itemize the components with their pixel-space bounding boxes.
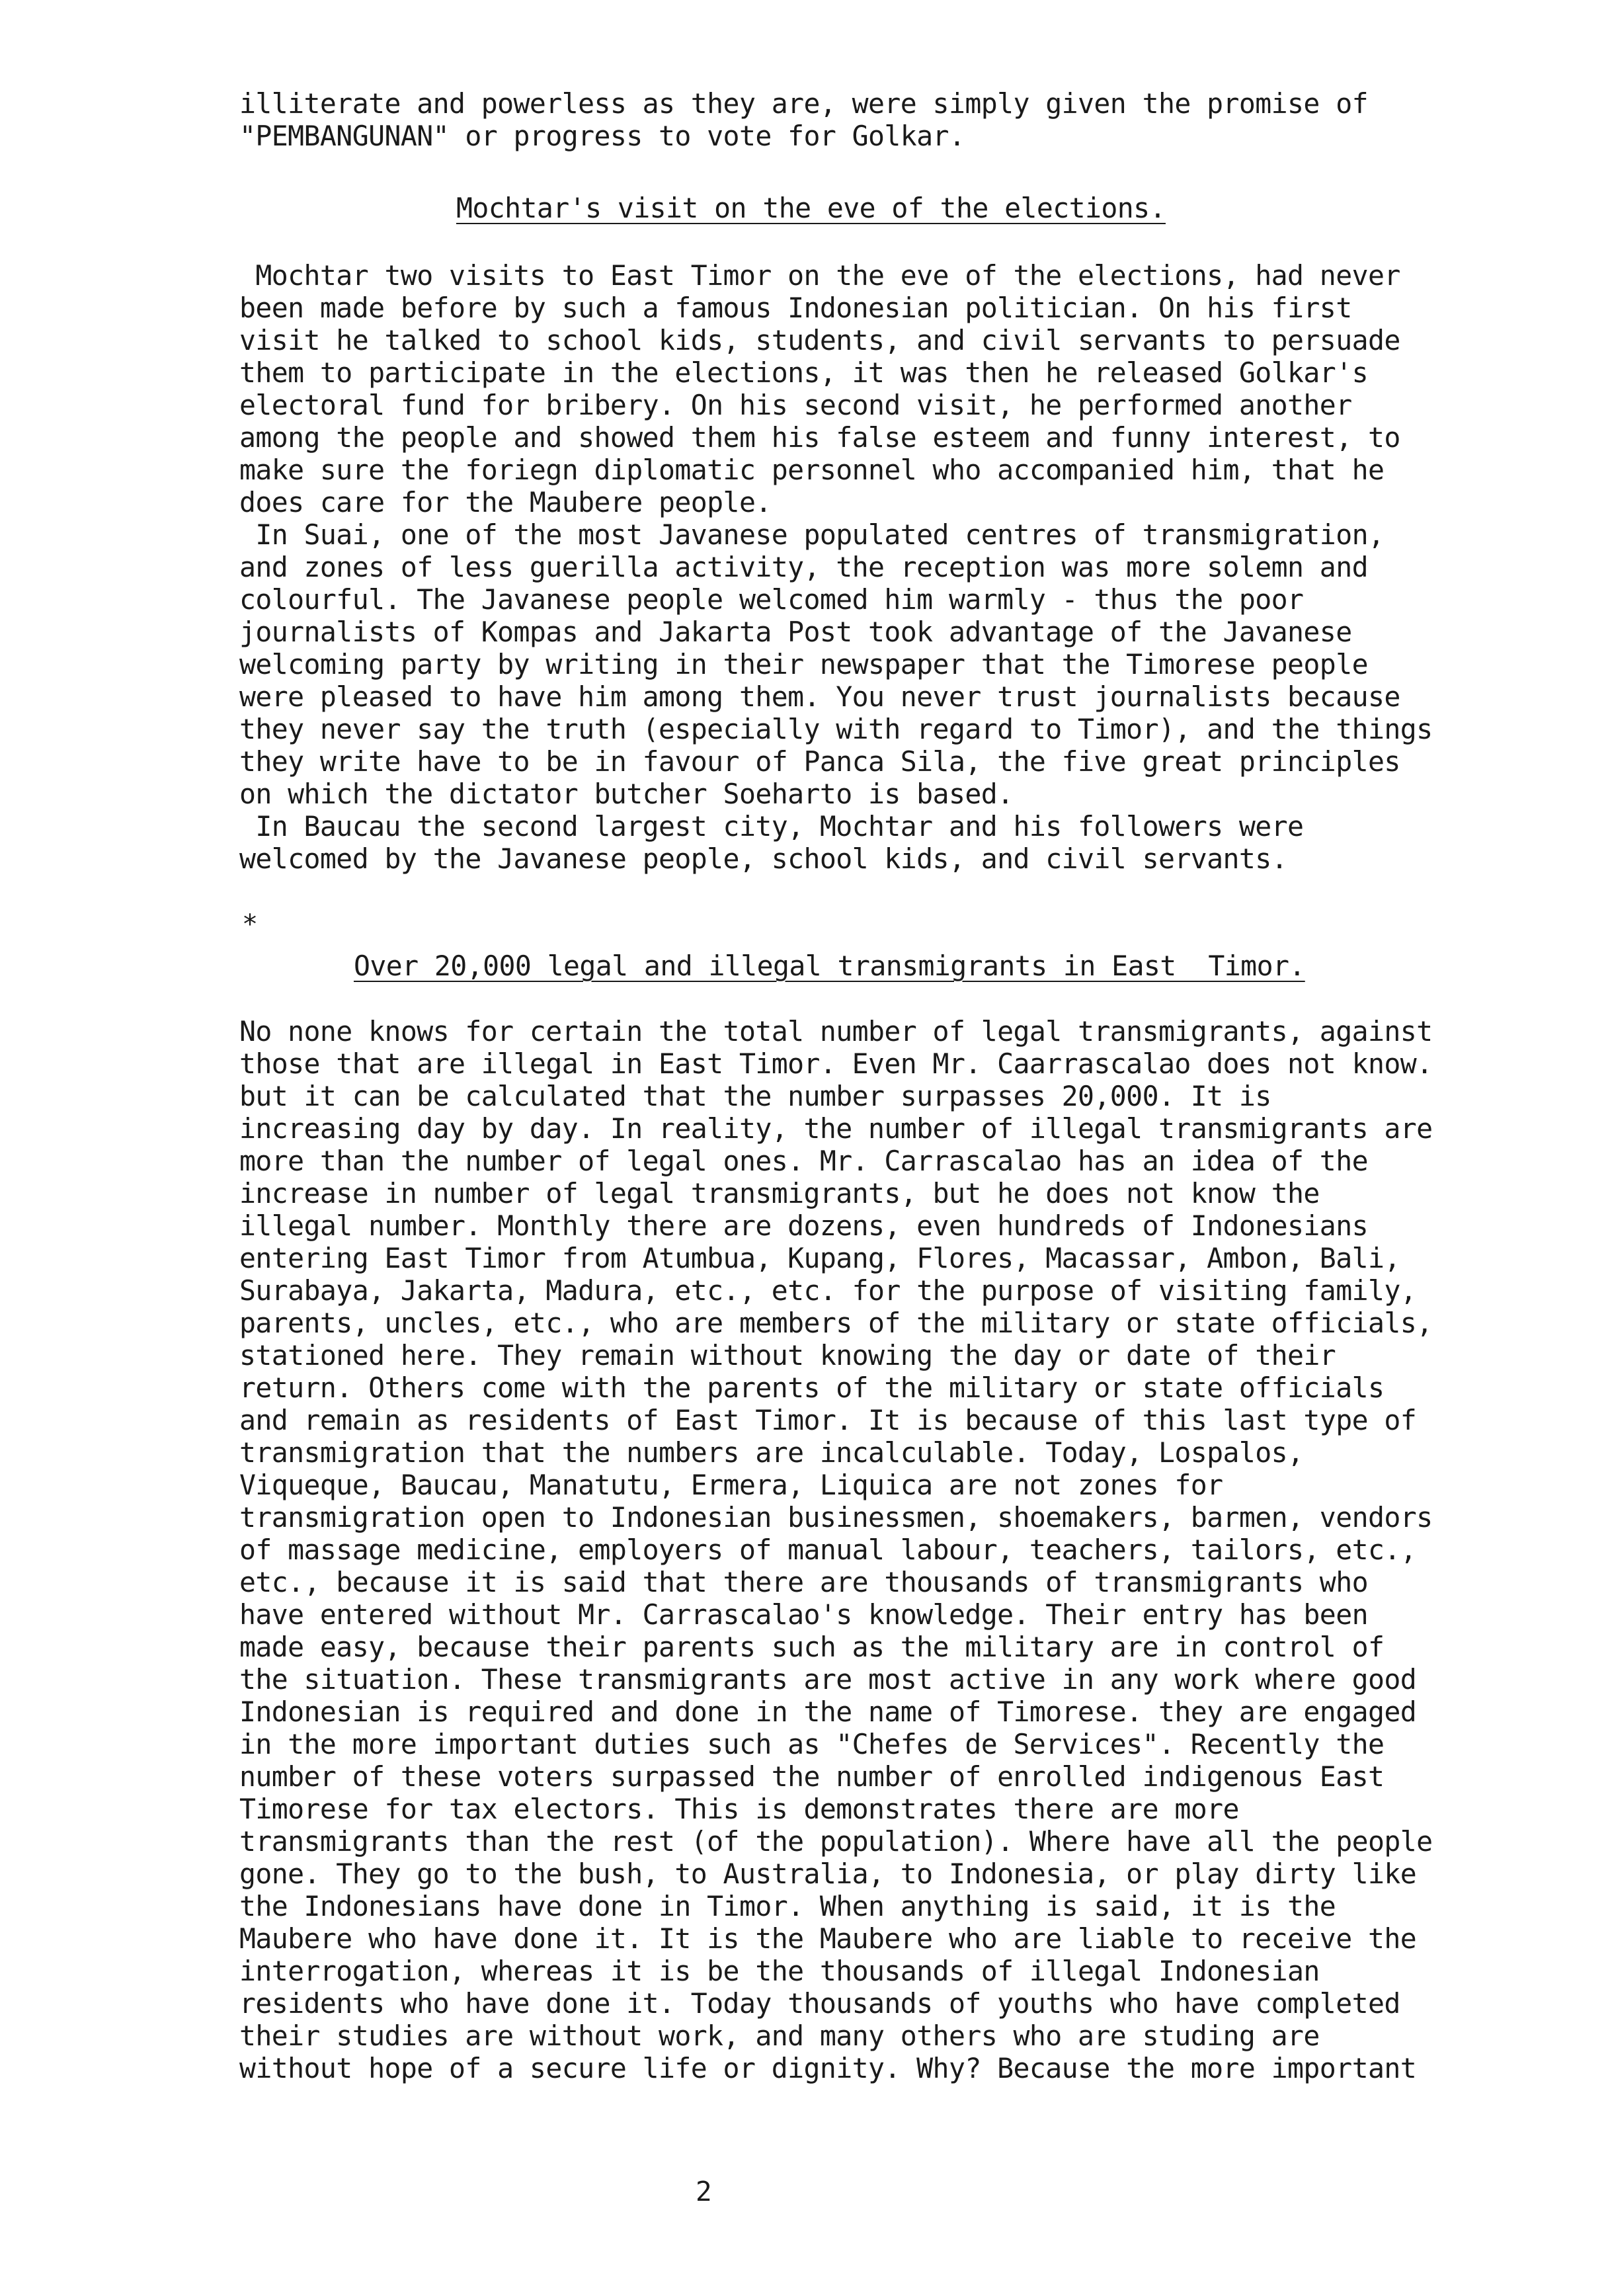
text-line: they never say the truth (especially with regard to Timor), and the things (239, 713, 1433, 745)
text-line: were pleased to have him among them. You never trust journalists because (239, 680, 1400, 713)
text-line: of massage medicine, employers of manual labour, teachers, tailors, etc., (239, 1534, 1417, 1566)
text-line: transmigration open to Indonesian businessmen, shoemakers, barmen, vendors (239, 1501, 1433, 1534)
text-line: Surabaya, Jakarta, Madura, etc., etc. for the purpose of visiting family, (239, 1274, 1417, 1307)
section-heading-mochtar-visit: Mochtar's visit on the eve of the elections. (456, 192, 1166, 224)
text-line: journalists of Kompas and Jakarta Post took advantage of the Javanese (239, 616, 1352, 648)
text-line: Timorese for tax electors. This is demonstrates there are more (239, 1793, 1239, 1825)
text-line: In Suai, one of the most Javanese populated centres of transmigration, (239, 518, 1385, 551)
text-line: In Baucau the second largest city, Mochtar and his followers were (239, 810, 1304, 842)
section-mochtar-visit-body (239, 259, 1482, 875)
text-line: illiterate and powerless as they are, were simply given the promise of (239, 87, 1368, 120)
text-line: visit he talked to school kids, students, and civil servants to persuade (239, 324, 1400, 356)
text-line: among the people and showed them his false esteem and funny interest, to (239, 421, 1400, 454)
text-line: electoral fund for bribery. On his second visit, he performed another (239, 389, 1352, 421)
text-line: and remain as residents of East Timor. It is because of this last type of (239, 1404, 1417, 1436)
text-line: increase in number of legal transmigrants, but he does not know the (239, 1177, 1320, 1210)
text-line: Maubere who have done it. It is the Maubere who are liable to receive the (239, 1922, 1417, 1955)
section-separator-asterisk: * (242, 909, 259, 940)
text-line: transmigrants than the rest (of the population). Where have all the people (239, 1825, 1433, 1858)
text-line: more than the number of legal ones. Mr. Carrascalao has an idea of the (239, 1145, 1368, 1177)
text-line: stationed here. They remain without knowing the day or date of their (239, 1339, 1336, 1372)
text-line: does care for the Maubere people. (239, 486, 772, 518)
text-line: on which the dictator butcher Soeharto is based. (239, 778, 1014, 810)
text-line: Mochtar two visits to East Timor on the eve of the elections, had never (239, 259, 1400, 292)
text-line: their studies are without work, and many others who are studing are (239, 2020, 1320, 2052)
section-heading-transmigrants: Over 20,000 legal and illegal transmigrants in East Timor. (354, 950, 1305, 982)
text-line: Indonesian is required and done in the name of Timorese. they are engaged (239, 1696, 1417, 1728)
section-transmigrants-body (239, 1015, 1482, 2084)
text-line: made easy, because their parents such as the military are in control of (239, 1631, 1385, 1663)
text-line: Viqueque, Baucau, Manatutu, Ermera, Liquica are not zones for (239, 1469, 1223, 1501)
text-line: and zones of less guerilla activity, the reception was more solemn and (239, 551, 1368, 583)
text-line: residents who have done it. Today thousands of youths who have completed (239, 1987, 1400, 2020)
text-line: the situation. These transmigrants are most active in any work where good (239, 1663, 1417, 1696)
text-line: colourful. The Javanese people welcomed him warmly - thus the poor (239, 583, 1304, 616)
page-number: 2 (696, 2176, 712, 2207)
text-line: have entered without Mr. Carrascalao's knowledge. Their entry has been (239, 1598, 1368, 1631)
text-line: welcomed by the Javanese people, school kids, and civil servants. (239, 842, 1288, 875)
text-line: in the more important duties such as "Chefes de Services". Recently the (239, 1728, 1385, 1760)
text-line: "PEMBANGUNAN" or progress to vote for Golkar. (239, 120, 965, 152)
intro-paragraph (239, 87, 1482, 152)
text-line: interrogation, whereas it is be the thousands of illegal Indonesian (239, 1955, 1320, 1987)
text-line: number of these voters surpassed the number of enrolled indigenous East (239, 1760, 1385, 1793)
text-line: without hope of a secure life or dignity. Why? Because the more important (239, 2052, 1417, 2084)
text-line: those that are illegal in East Timor. Even Mr. Caarrascalao does not know. (239, 1047, 1433, 1080)
text-line: them to participate in the elections, it was then he released Golkar's (239, 356, 1368, 389)
text-line: parents, uncles, etc., who are members of the military or state officials, (239, 1307, 1433, 1339)
text-line: the Indonesians have done in Timor. When anything is said, it is the (239, 1890, 1336, 1922)
text-line: been made before by such a famous Indonesian politician. On his first (239, 292, 1352, 324)
text-line: gone. They go to the bush, to Australia, to Indonesia, or play dirty like (239, 1858, 1417, 1890)
text-line: etc., because it is said that there are thousands of transmigrants who (239, 1566, 1368, 1598)
text-line: but it can be calculated that the number surpasses 20,000. It is (239, 1080, 1271, 1112)
text-line: make sure the foriegn diplomatic personnel who accompanied him, that he (239, 454, 1385, 486)
text-line: increasing day by day. In reality, the number of illegal transmigrants are (239, 1112, 1433, 1145)
text-line: illegal number. Monthly there are dozens, even hundreds of Indonesians (239, 1210, 1368, 1242)
text-line: they write have to be in favour of Panca Sila, the five great principles (239, 745, 1400, 778)
text-line: welcoming party by writing in their newspaper that the Timorese people (239, 648, 1368, 680)
text-line: entering East Timor from Atumbua, Kupang, Flores, Macassar, Ambon, Bali, (239, 1242, 1400, 1274)
text-line: No none knows for certain the total number of legal transmigrants, against (239, 1015, 1433, 1047)
text-line: transmigration that the numbers are incalculable. Today, Lospalos, (239, 1436, 1304, 1469)
text-line: return. Others come with the parents of the military or state officials (239, 1372, 1385, 1404)
